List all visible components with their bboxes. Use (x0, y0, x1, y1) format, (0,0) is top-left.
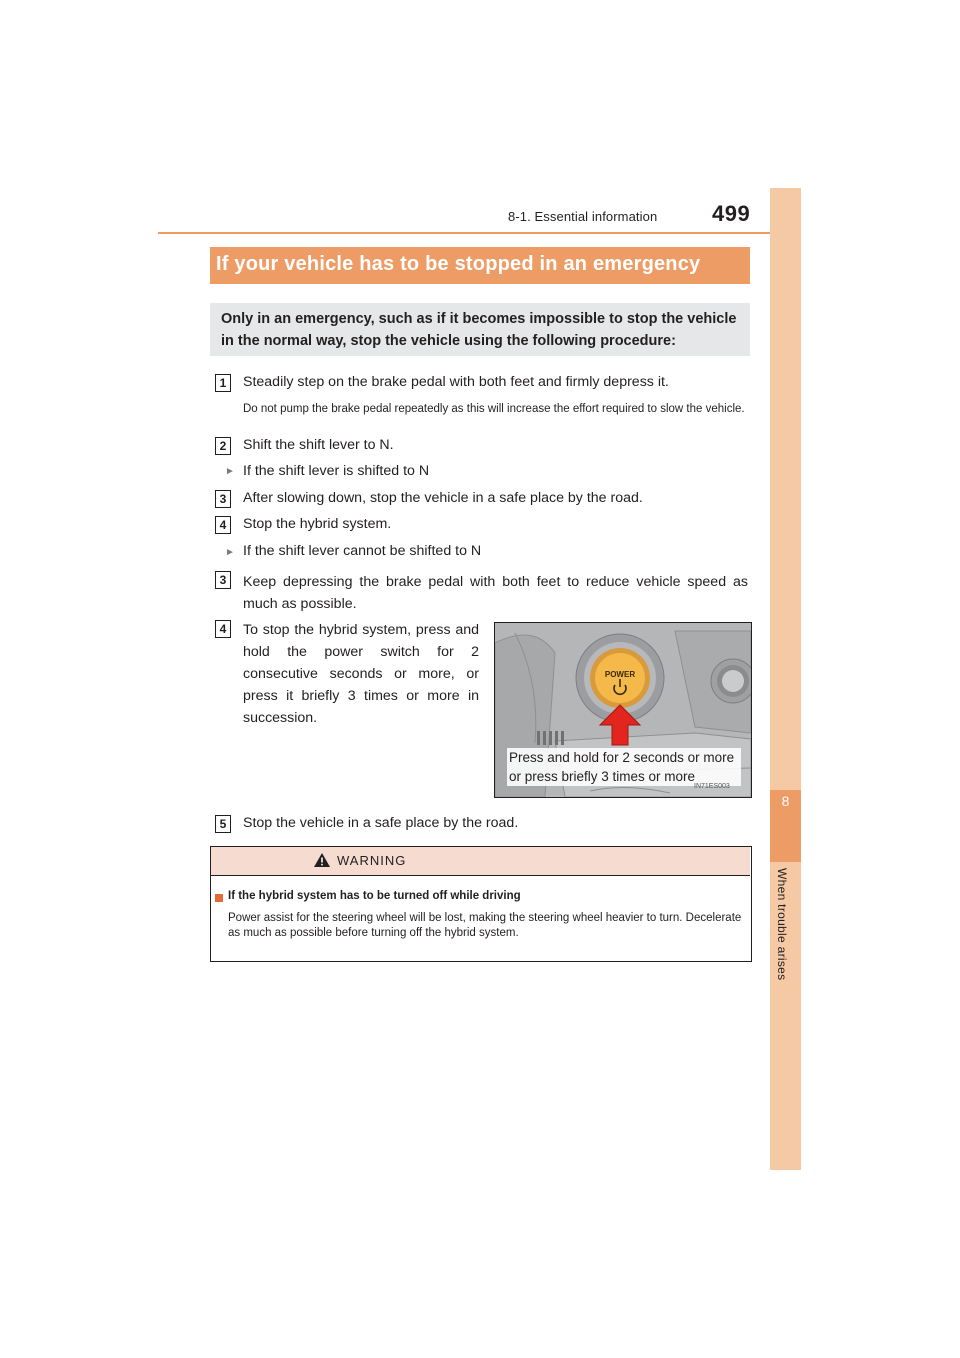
step-badge: 4 (215, 620, 231, 638)
step-text: Keep depressing the brake pedal with both feet to reduce vehicle speed as much as possible. (243, 574, 748, 612)
step-note: Do not pump the brake pedal repeatedly as this will increase the effort required to slow the vehicle. (243, 403, 745, 415)
branch-arrow-icon: ► (225, 466, 235, 477)
power-button-label: POWER (604, 670, 636, 679)
step-badge: 3 (215, 490, 231, 508)
warning-subtitle: If the hybrid system has to be turned off while driving (228, 890, 521, 902)
chapter-title: When trouble arises (775, 868, 789, 981)
page-number: 499 (712, 201, 751, 226)
figure-caption-line: or press briefly 3 times or more (509, 769, 696, 784)
chapter-title-vertical (775, 868, 797, 1008)
chapter-tab-strip (770, 188, 801, 1170)
chapter-number: 8 (781, 793, 790, 809)
step-badge: 4 (215, 516, 231, 534)
step-text: Stop the vehicle in a safe place by the road. (243, 815, 519, 831)
step-text: Steadily step on the brake pedal with both feet and firmly depress it. (243, 374, 669, 390)
warning-label: WARNING (337, 853, 407, 868)
figure-caption-line: Press and hold for 2 seconds or more (509, 750, 735, 765)
intro-text: Only in an emergency, such as if it becomes impossible to stop the vehicle in the normal way, stop the vehicle using the following procedure: (221, 311, 737, 349)
step-badge: 5 (215, 815, 231, 833)
branch-heading: If the shift lever cannot be shifted to N (243, 543, 482, 559)
step-text: To stop the hybrid system, press and hold the power switch for 2 consecutive seconds or more, or press it briefly 3 times or more in succession. (243, 622, 479, 726)
warning-header (211, 847, 750, 876)
branch-arrow-icon: ► (225, 547, 235, 558)
figure-code: IN71ES003 (694, 783, 730, 790)
branch-heading: If the shift lever is shifted to N (243, 463, 430, 479)
step-badge: 1 (215, 374, 231, 392)
section-title: If your vehicle has to be stopped in an emergency (216, 253, 701, 275)
warning-body: Power assist for the steering wheel will be lost, making the steering wheel heavier to turn. Decelerate as much as possible before turning off the hybrid system. (228, 912, 742, 939)
step-text: Shift the shift lever to N. (243, 437, 394, 453)
figure-caption (507, 748, 741, 786)
bullet-square-icon (215, 894, 223, 902)
step-text: After slowing down, stop the vehicle in a safe place by the road. (243, 490, 643, 506)
running-header-section: 8-1. Essential information (508, 209, 658, 224)
step-badge: 3 (215, 571, 231, 589)
step-badge: 2 (215, 437, 231, 455)
header-rule (158, 232, 770, 234)
step-text: Stop the hybrid system. (243, 516, 392, 532)
small-knob-icon (711, 659, 751, 703)
warning-triangle-icon (313, 852, 331, 868)
